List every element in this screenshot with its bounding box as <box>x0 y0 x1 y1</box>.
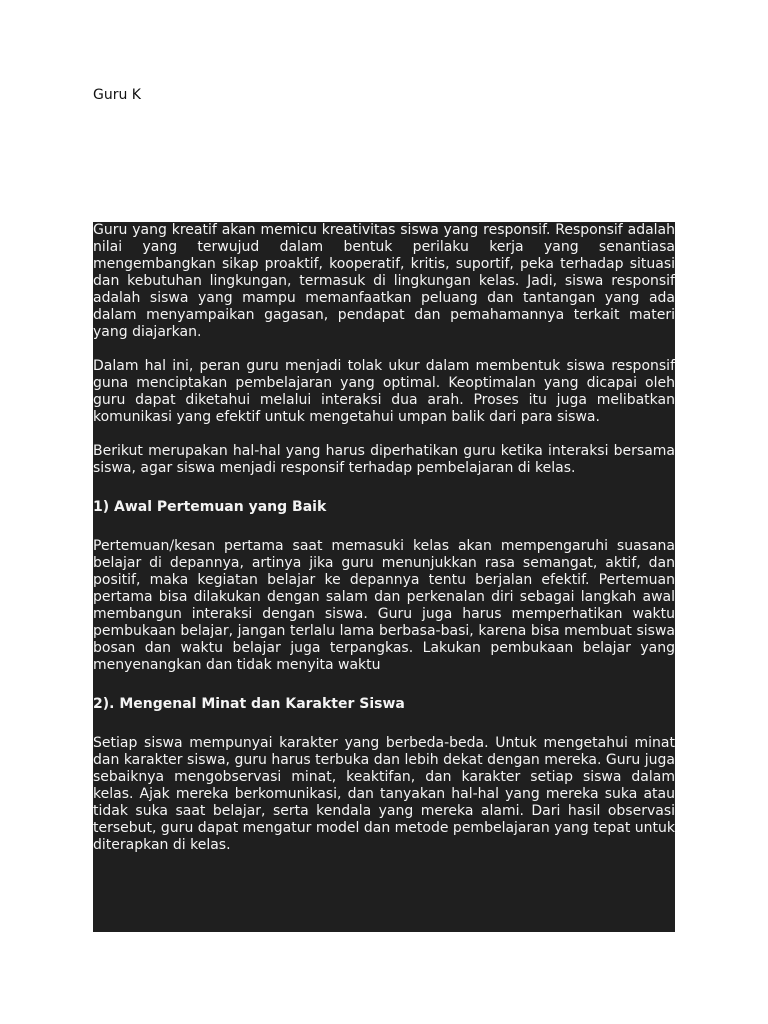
paragraph-spacer <box>93 477 675 499</box>
paragraph-spacer <box>93 516 675 538</box>
section-heading-2: 2). Mengenal Minat dan Karakter Siswa <box>93 696 405 712</box>
paragraph-spacer <box>93 674 675 696</box>
paragraph-spacer <box>93 341 675 358</box>
section-heading-1: 1) Awal Pertemuan yang Baik <box>93 499 327 515</box>
paragraph-first-meeting: Pertemuan/kesan pertama saat memasuki kelas akan mempengaruhi suasana belajar di depannya, artinya jika guru menunjukkan rasa semangat, aktif, dan positif, maka kegiatan belajar ke depannya tentu berjalan efektif. Pertemuan pertama bisa dilakukan dengan salam dan perkenalan diri sebagai langkah awal membangun interaksi dengan siswa. Guru juga harus memperhatikan waktu pembukaan belajar, jangan terlalu lama berbasa-basi, karena bisa membuat siswa bosan dan waktu belajar juga terpangkas. Lakukan pembukaan belajar yang menyenangkan dan tidak menyita waktu <box>93 538 675 673</box>
page-title: Guru K <box>93 87 141 103</box>
paragraph-spacer <box>93 713 675 735</box>
article-content-block <box>93 222 675 932</box>
paragraph-intro: Guru yang kreatif akan memicu kreativitas siswa yang responsif. Responsif adalah nilai yang terwujud dalam bentuk perilaku kerja yang senantiasa mengembangkan sikap proaktif, kooperatif, kritis, suportif, peka terhadap situasi dan kebutuhan lingkungan, termasuk di lingkungan kelas. Jadi, siswa responsif adalah siswa yang mampu memanfaatkan peluang dan tantangan yang ada dalam menyampaikan gagasan, pendapat dan pemahamannya terkait materi yang diajarkan. <box>93 222 675 340</box>
paragraph-spacer <box>93 426 675 443</box>
paragraph-teacher-role: Dalam hal ini, peran guru menjadi tolak ukur dalam membentuk siswa responsif guna menciptakan pembelajaran yang optimal. Keoptimalan yang dicapai oleh guru dapat diketahui melalui interaksi dua arah. Proses itu juga melibatkan komunikasi yang efektif untuk mengetahui umpan balik dari para siswa. <box>93 358 675 425</box>
paragraph-list-intro: Berikut merupakan hal-hal yang harus diperhatikan guru ketika interaksi bersama siswa, agar siswa menjadi responsif terhadap pembelajaran di kelas. <box>93 443 675 476</box>
paragraph-student-character: Setiap siswa mempunyai karakter yang berbeda-beda. Untuk mengetahui minat dan karakter siswa, guru harus terbuka dan lebih dekat dengan mereka. Guru juga sebaiknya mengobservasi minat, keaktifan, dan karakter setiap siswa dalam kelas. Ajak mereka berkomunikasi, dan tanyakan hal-hal yang mereka suka atau tidak suka saat belajar, serta kendala yang mereka alami. Dari hasil observasi tersebut, guru dapat mengatur model dan metode pembelajaran yang tepat untuk diterapkan di kelas. <box>93 735 675 853</box>
